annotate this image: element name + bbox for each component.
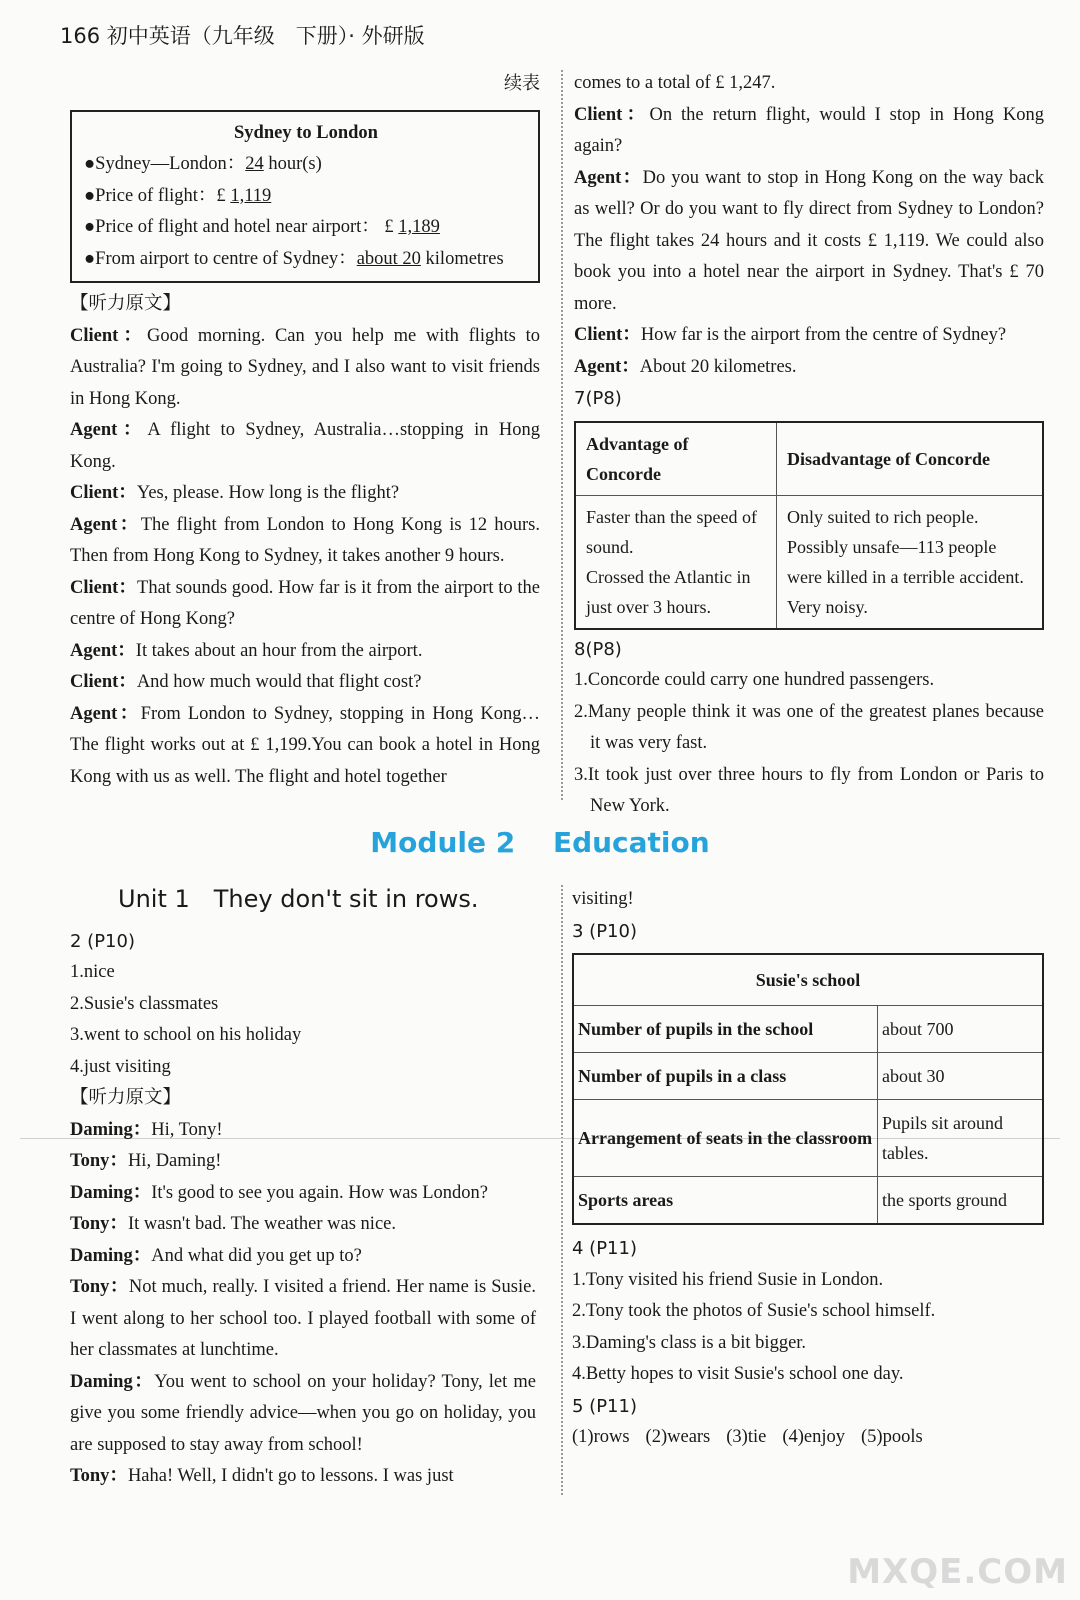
blank-answer: (4)enjoy — [782, 1427, 846, 1447]
row-label: Number of pupils in a class — [573, 1053, 878, 1100]
dialog-line — [70, 1209, 536, 1241]
utterance: You went to school on your holiday? Tony, let me give you some friendly advice—when you go on holiday, you are supposed to stay away from school! — [70, 1371, 537, 1455]
utterance: That sounds good. How far is it from the airport to the centre of Hong Kong? — [70, 577, 540, 629]
utterance: From London to Sydney, stopping in Hong Kong…The flight works out at £ 1,199.You can book a hotel in Hong Kong with us as well. The flight and hotel together — [70, 703, 540, 787]
row-label: ●From airport to centre of Sydney： — [84, 248, 357, 269]
answer-item: 3.went to school on his holiday — [70, 1025, 302, 1045]
speaker: Daming： — [70, 1245, 152, 1266]
answer-item: 2.Many people think it was one of the greatest planes because it was very fast. — [574, 701, 1044, 753]
right-top-column — [574, 68, 1044, 823]
dialog-line — [70, 1272, 536, 1367]
speaker: Tony： — [70, 1151, 128, 1171]
row-value: about 30 — [878, 1053, 1044, 1100]
transcript-cont — [574, 100, 1044, 384]
speaker: Client： — [70, 672, 137, 692]
answer-item: 4.just visiting — [70, 1056, 171, 1077]
speaker: Agent： — [70, 640, 136, 661]
answer: 1,189 — [398, 217, 440, 237]
t7-advantages — [575, 495, 777, 629]
dialog-line — [70, 636, 540, 668]
utterance: About 20 kilometres. — [639, 356, 797, 377]
utterance: And how much would that flight cost? — [136, 672, 422, 692]
disadvantage-item: Possibly unsafe—113 people were killed in a terrible accident. — [787, 536, 1024, 587]
row-value: the sports ground — [878, 1177, 1044, 1225]
blank-answer: (1)rows — [572, 1427, 630, 1447]
continued-text-2: visiting! — [572, 889, 634, 909]
utterance: The flight from London to Hong Kong is 12 hours. Then from Hong Kong to Sydney, it takes another 9 hours. — [70, 514, 540, 566]
dialog-line — [70, 1461, 536, 1493]
table-row — [573, 1177, 1043, 1225]
speaker: Client： — [70, 483, 137, 503]
utterance: It takes about an hour from the airport. — [135, 640, 423, 661]
right-bottom-column — [572, 884, 1044, 1454]
dialog-line — [70, 573, 540, 636]
dialog-line — [70, 321, 540, 416]
answer-item: 1.nice — [70, 962, 115, 982]
continued-text: comes to a total of £ 1,247. — [574, 73, 776, 93]
speaker: Agent： — [574, 356, 640, 377]
box-row — [84, 149, 528, 181]
dialog-line — [574, 352, 1044, 384]
transcript — [70, 321, 540, 794]
box-row — [84, 181, 528, 213]
q8-list — [574, 665, 1044, 823]
disadvantage-item: Only suited to rich people. — [787, 506, 979, 527]
row-label: ●Price of flight and hotel near airport： £ — [84, 217, 399, 237]
row-label: ●Price of flight：£ — [84, 185, 231, 206]
answer-item: 3.It took just over three hours to fly from London or Paris to New York. — [574, 764, 1044, 816]
q3-heading: 3 (P10) — [572, 920, 637, 942]
answer-item: 1.Tony visited his friend Susie in London. — [572, 1269, 884, 1290]
dialog-line — [574, 100, 1044, 163]
left-top-column — [70, 68, 540, 793]
utterance: And what did you get up to? — [151, 1245, 362, 1266]
answer-item: 2.Tony took the photos of Susie's school himself. — [572, 1301, 936, 1321]
dialog-line — [70, 699, 540, 794]
dialog-line — [70, 1367, 536, 1462]
q5-heading: 5 (P11) — [572, 1395, 637, 1417]
table-row — [573, 1053, 1043, 1100]
advantage-item: Faster than the speed of sound. — [586, 506, 757, 557]
blank-answer: (5)pools — [861, 1427, 923, 1447]
q4-list — [572, 1265, 1044, 1391]
box-row — [84, 244, 528, 276]
watermark: MXQE.COM — [847, 1552, 1068, 1592]
speaker: Client： — [70, 577, 138, 598]
utterance: On the return flight, would I stop in Hong Kong again? — [574, 104, 1044, 156]
dialog-line — [70, 415, 540, 478]
t7-header-advantage: Advantage of Concorde — [575, 422, 777, 496]
utterance: Hi, Daming! — [127, 1151, 222, 1171]
speaker: Tony： — [70, 1277, 129, 1297]
row-label: ●Sydney—London： — [84, 154, 246, 174]
table-row — [573, 1006, 1043, 1053]
susie-school-table — [572, 953, 1044, 1225]
q2-heading: 2 (P10) — [70, 930, 135, 952]
row-label: Sports areas — [573, 1177, 878, 1225]
dialog-line — [70, 1241, 536, 1273]
dialog-line — [70, 1178, 536, 1210]
row-value: Pupils sit around tables. — [878, 1100, 1044, 1177]
answer: about 20 — [356, 248, 421, 269]
transcript-label: 【听力原文】 — [70, 294, 182, 314]
utterance: How far is the airport from the centre of Sydney? — [640, 325, 1007, 345]
page-number: 166 — [60, 24, 101, 48]
q4-heading: 4 (P11) — [572, 1238, 637, 1259]
speaker: Tony： — [70, 1214, 128, 1234]
module-name: Education — [552, 826, 710, 859]
blank-answer: (2)wears — [645, 1427, 711, 1447]
utterance: Hi, Tony! — [151, 1119, 223, 1140]
row-value: about 700 — [878, 1006, 1044, 1053]
answer-item: 4.Betty hopes to visit Susie's school one day. — [572, 1364, 904, 1384]
column-divider-bottom — [561, 885, 563, 1495]
speaker: Agent： — [70, 514, 141, 535]
continued-label: 续表 — [504, 73, 540, 93]
transcript-label-2: 【听力原文】 — [70, 1088, 182, 1108]
utterance: Haha! Well, I didn't go to lessons. I was just — [127, 1466, 454, 1486]
t3-title: Susie's school — [573, 954, 1043, 1006]
box-title: Sydney to London — [234, 122, 378, 143]
table-row — [573, 1100, 1043, 1177]
utterance: It wasn't bad. The weather was nice. — [127, 1214, 396, 1234]
concorde-table — [574, 421, 1044, 630]
q5-list — [572, 1422, 1044, 1454]
dialog-line — [70, 478, 540, 510]
dialog-line — [70, 1146, 536, 1178]
speaker: Client： — [574, 104, 650, 125]
speaker: Tony： — [70, 1466, 128, 1486]
utterance: It's good to see you again. How was London? — [151, 1182, 488, 1203]
unit-title: Unit 1 They don't sit in rows. — [118, 885, 479, 913]
dialog-line — [574, 163, 1044, 321]
blank-answer: (3)tie — [726, 1427, 767, 1447]
q7-heading: 7(P8) — [574, 388, 622, 409]
utterance: Do you want to stop in Hong Kong on the way back as well? Or do you want to fly direct from Sydney to London? The flight takes 24 hours and it costs £ 1,119. We could also book you into a hotel near the airport in Sydney. That's £ 70 more. — [574, 167, 1044, 314]
answer: 1,119 — [230, 185, 272, 206]
dialog-line — [70, 1115, 536, 1147]
answer-item: 3.Daming's class is a bit bigger. — [572, 1332, 807, 1353]
column-divider-top — [561, 70, 563, 800]
left-bottom-column — [70, 884, 536, 1493]
dialog-line — [574, 320, 1044, 352]
answer-item: 1.Concorde could carry one hundred passengers. — [574, 670, 935, 690]
row-label: Number of pupils in the school — [573, 1006, 878, 1053]
utterance: Not much, really. I visited a friend. Her name is Susie. I went along to her school too. I played football with some of her classmates at lunchtime. — [70, 1277, 536, 1360]
advantage-item: Crossed the Atlantic in just over 3 hours. — [586, 566, 751, 617]
speaker: Client： — [574, 325, 641, 345]
module-title — [0, 826, 1080, 859]
speaker: Daming： — [70, 1119, 152, 1140]
speaker: Daming： — [70, 1182, 152, 1203]
utterance: Good morning. Can you help me with flights to Australia? I'm going to Sydney, and I also want to visit friends in Hong Kong. — [70, 325, 540, 409]
module-number: Module 2 — [370, 826, 516, 859]
speaker: Client： — [70, 325, 148, 346]
utterance: A flight to Sydney, Australia…stopping in Hong Kong. — [70, 420, 540, 472]
row-suffix: hour(s) — [263, 154, 322, 174]
speaker: Daming： — [70, 1371, 155, 1392]
q8-heading: 8(P8) — [574, 638, 622, 660]
transcript-2 — [70, 1115, 536, 1493]
book-title: 初中英语（九年级 下册）· 外研版 — [106, 24, 425, 48]
answer: 24 — [245, 154, 264, 174]
speaker: Agent： — [574, 167, 643, 188]
speaker: Agent： — [70, 703, 141, 724]
row-suffix: kilometres — [420, 248, 504, 269]
dialog-line — [70, 667, 540, 699]
t7-header-disadvantage: Disadvantage of Concorde — [777, 422, 1044, 496]
box-row — [84, 212, 528, 244]
utterance: Yes, please. How long is the flight? — [136, 483, 400, 503]
page-header — [60, 20, 425, 50]
row-label: Arrangement of seats in the classroom — [573, 1100, 878, 1177]
disadvantage-item: Very noisy. — [787, 596, 868, 617]
t7-disadvantages — [777, 495, 1044, 629]
answer-item: 2.Susie's classmates — [70, 993, 219, 1014]
speaker: Agent： — [70, 420, 148, 440]
sydney-box — [70, 110, 540, 284]
dialog-line — [70, 510, 540, 573]
q2-list — [70, 957, 536, 1083]
